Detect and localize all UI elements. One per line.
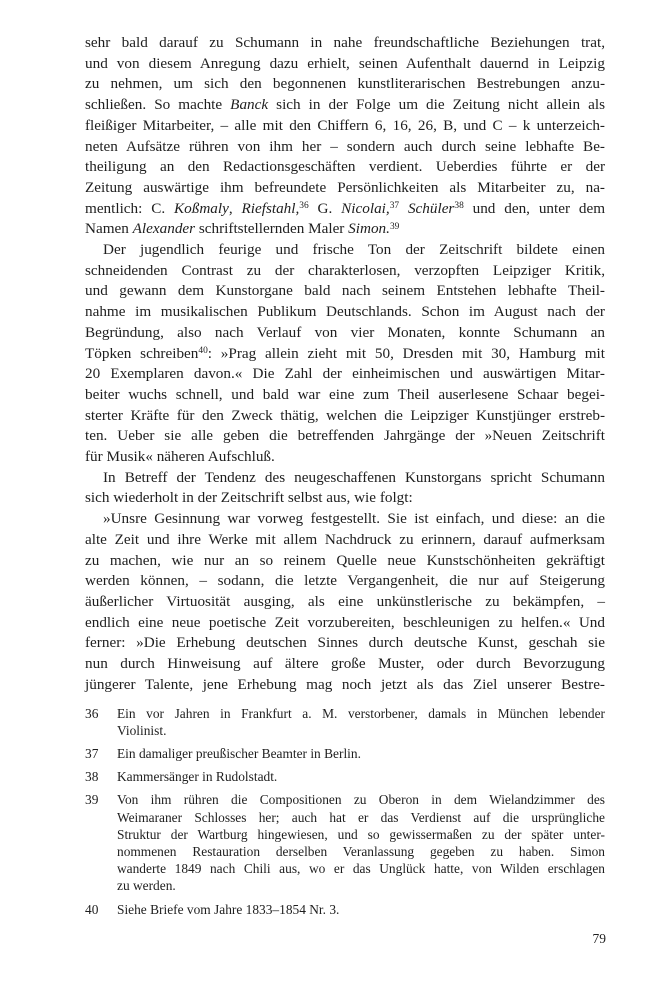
body-line: äußerlicher Virtuosität ausging, als eine unkünstlerische zu bekämpfen, –: [85, 592, 605, 610]
footnote: [85, 745, 605, 762]
footnote-line: Kammersänger in Rudolstadt.: [117, 769, 278, 785]
body-line: schneidenden Contrast zu der charakterlosen, verzopften Leipziger Kritik,: [85, 261, 605, 279]
body-line: beiter wuchs schnell, und bald war eine zum Theil auserlesene Schaar begei-: [85, 385, 605, 403]
footnote-line: Siehe Briefe vom Jahre 1833–1854 Nr. 3.: [117, 901, 340, 917]
footnote-number: 37: [85, 745, 99, 761]
body-line: theiligung an den Redactionsgeschäften verdient. Ueberdies führte er der: [85, 158, 605, 176]
footnote-line: Weimaraner Schlosses her; auch hat er das Verdienst auf die ursprüngliche: [117, 809, 605, 825]
text-block: [85, 33, 605, 924]
footnote-text: [117, 745, 605, 762]
footnote-line: Ein vor Jahren in Frankfurt a. M. verstorbener, damals in München lebender: [117, 705, 605, 721]
body-line: ten. Ueber sie alle geben die betreffenden Jahrgänge der »Neuen Zeitschrift: [85, 427, 605, 445]
footnote-ref: 36: [299, 201, 309, 212]
body-line: und von diesem Anregung dazu erhielt, seinen Aufenthalt dauernd in Leipzig: [85, 54, 605, 72]
footnote: [85, 768, 605, 785]
paragraph: [85, 468, 605, 509]
footnote-text: [117, 768, 605, 785]
footnote: [85, 791, 605, 894]
footnote-ref: 37: [389, 201, 400, 212]
body-line: In Betreff der Tendenz des neugeschaffenen Kunstorgans spricht Schumann: [103, 468, 605, 486]
footnote-line: nommenen Restauration derselben Veranlassung gegeben zu haben. Simon: [117, 843, 605, 859]
body-line: und gewann dem Kunstorgane bald nach seinem Entstehen lebhafte Theil-: [85, 282, 605, 300]
body-line: nun durch Hinweisung auf ältere große Muster, oder durch Bevorzugung: [85, 655, 605, 673]
footnote-line: Ein damaliger preußischer Beamter in Berlin.: [117, 745, 361, 761]
body-line: werden können, – sodann, die letzte Vergangenheit, die nur auf Steigerung: [85, 572, 605, 590]
footnote-ref: 38: [454, 201, 464, 212]
body-line: 20 Exemplaren davon.« Die Zahl der einheimischen und auswärtigen Mitar-: [85, 365, 605, 383]
footnote-number: 40: [85, 901, 99, 917]
footnote-line: Violinist.: [117, 722, 167, 738]
footnote: [85, 705, 605, 739]
footnote-line: Von ihm rühren die Compositionen zu Oberon in dem Wielandzimmer des: [117, 792, 605, 808]
paragraph: [85, 509, 605, 695]
body-line: neten Aufsätze rühren von ihm her – sondern auch durch seine lebhafte Be-: [85, 137, 605, 155]
body-line: alte Zeit und ihre Werke mit allem Nachdruck zu erinnern, darauf aufmerksam: [85, 530, 605, 548]
body-line: Begründung, also nach Verlauf von vier Monaten, konnte Schumann an: [85, 323, 605, 341]
body-line: fleißiger Mitarbeiter, – alle mit den Chiffern 6, 16, 26, B, und C – k unterzeich-: [85, 116, 605, 134]
body-text: [85, 33, 605, 696]
body-line: schließen. So machte Banck sich in der Folge um die Zeitung nicht allein als: [85, 96, 605, 114]
body-line: ferner: »Die Erhebung deutschen Sinnes durch deutsche Kunst, geschah sie: [85, 634, 605, 652]
body-line: mentlich: C. Koßmaly, Riefstahl,$^{36}$ G. Nicolai,$^{37}$ Schüler$^{38}$ und den, unter dem: [85, 199, 606, 217]
body-line: Namen Alexander schriftstellernden Maler Simon.$^{39}$: [85, 220, 400, 238]
footnote-ref: 39: [389, 222, 400, 233]
footnote-number: 38: [85, 769, 99, 785]
body-line: sich wiederholt in der Zeitschrift selbst aus, wie folgt:: [85, 489, 413, 507]
body-line: Töpken schreiben$^{40}$: »Prag allein zieht mit 50, Dresden mit 30, Hamburg mit: [85, 344, 605, 362]
body-line: sterter Kräfte für den Zweck thätig, welchen die Leipziger Kunstjünger erstreb-: [85, 406, 605, 424]
body-line: zu nehmen, um sich den begonnenen kunstliterarischen Bestrebungen anzu-: [85, 75, 605, 93]
footnote: [85, 901, 605, 918]
footnotes: [85, 705, 605, 918]
footnote-line: wanderte 1849 nach Chili aus, wo er das Unglück hatte, von Wilden erschlagen: [117, 861, 605, 877]
page-number: 79: [592, 931, 606, 946]
footnote-number: 39: [85, 792, 99, 808]
body-line: jüngerer Talente, jene Erhebung mag noch jetzt als das Ziel unserer Bestre-: [85, 675, 605, 693]
footnote-line: zu werden.: [117, 878, 176, 894]
body-line: zu machen, wie nur an so reinem Quelle neue Kunstschönheiten gekräftigt: [85, 551, 605, 569]
footnote-line: Struktur der Wartburg hingewiesen, und so gewissermaßen zu der später unter-: [117, 826, 605, 842]
body-line: Der jugendlich feurige und frische Ton der Zeitschrift bildete einen: [103, 241, 605, 259]
body-line: sehr bald darauf zu Schumann in nahe freundschaftliche Beziehungen trat,: [85, 34, 605, 51]
body-line: endlich eine neue poetische Zeit vorzubereiten, beschleunigen zu helfen.« Und: [85, 613, 605, 631]
footnote-text: [117, 901, 605, 918]
body-line: nahme im musikalischen Publikum Deutschlands. Schon im August nach der: [85, 303, 605, 321]
body-line: für Musik« näheren Aufschluß.: [85, 448, 275, 466]
footnote-text: [117, 705, 605, 739]
footnote-ref: 40: [198, 346, 208, 357]
body-line: Zeitung auswärtige ihm befreundete Persönlichkeiten als Mitarbeiter zu, na-: [85, 178, 605, 196]
paragraph: [85, 33, 605, 240]
footnote-number: 36: [85, 705, 99, 721]
footnote-text: [117, 791, 605, 894]
paragraph: [85, 240, 605, 468]
body-line: »Unsre Gesinnung war vorweg festgestellt. Sie ist einfach, und diese: an die: [103, 510, 605, 528]
